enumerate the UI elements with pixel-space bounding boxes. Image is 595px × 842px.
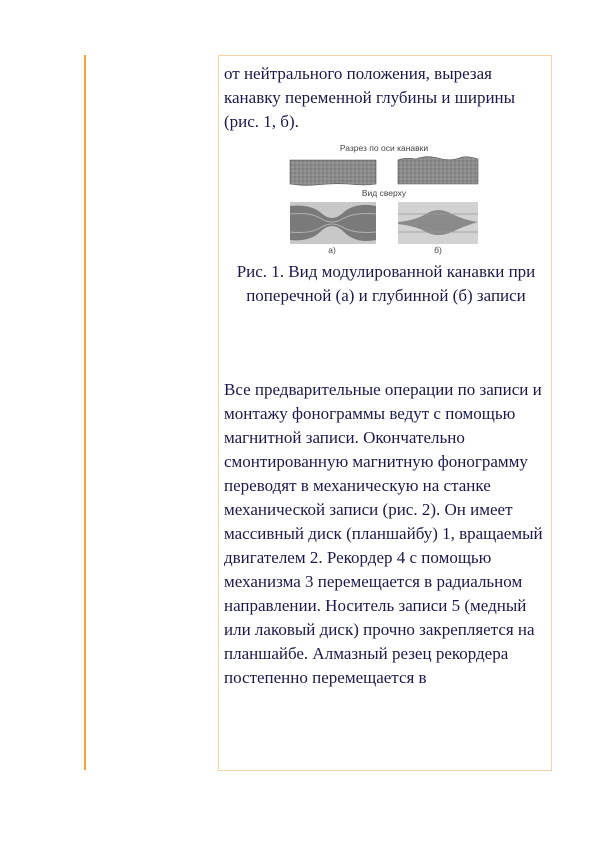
section-strip-b <box>398 157 478 184</box>
paragraph-main: Все предварительные операции по записи и монтажу фонограммы ведут с помощью магнитной записи. Окончательно смонтированную магнитную фонограмму переводят в механическую на станке механической записи (рис. 2). Он имеет массивный диск (планшайбу) 1, вращаемый двигателем 2. Рекордер 4 с помощью механизма 3 перемещается в радиальном направлении. Носитель записи 5 (медный или лаковый диск) прочно закрепляется на планшайбе. Алмазный резец рекордера постепенно перемещается в <box>224 380 543 687</box>
top-view-b <box>398 202 478 244</box>
figure-caption: Рис. 1. Вид модулированной канавки при поперечной (а) и глубинной (б) записи <box>236 262 536 305</box>
groove-illustration <box>286 140 482 256</box>
top-view-a <box>290 202 376 244</box>
paragraph-top: от нейтрального положения, вырезая канавку переменной глубины и ширины (рис. 1, б). <box>224 64 516 131</box>
label-b: б) <box>434 245 442 255</box>
label-a: а) <box>328 245 336 255</box>
figure-groove <box>286 140 482 256</box>
margin-rule <box>84 55 86 770</box>
label-top-view: Вид сверху <box>361 188 407 198</box>
section-strip-a <box>290 160 376 185</box>
label-section: Разрез по оси канавки <box>339 143 429 153</box>
